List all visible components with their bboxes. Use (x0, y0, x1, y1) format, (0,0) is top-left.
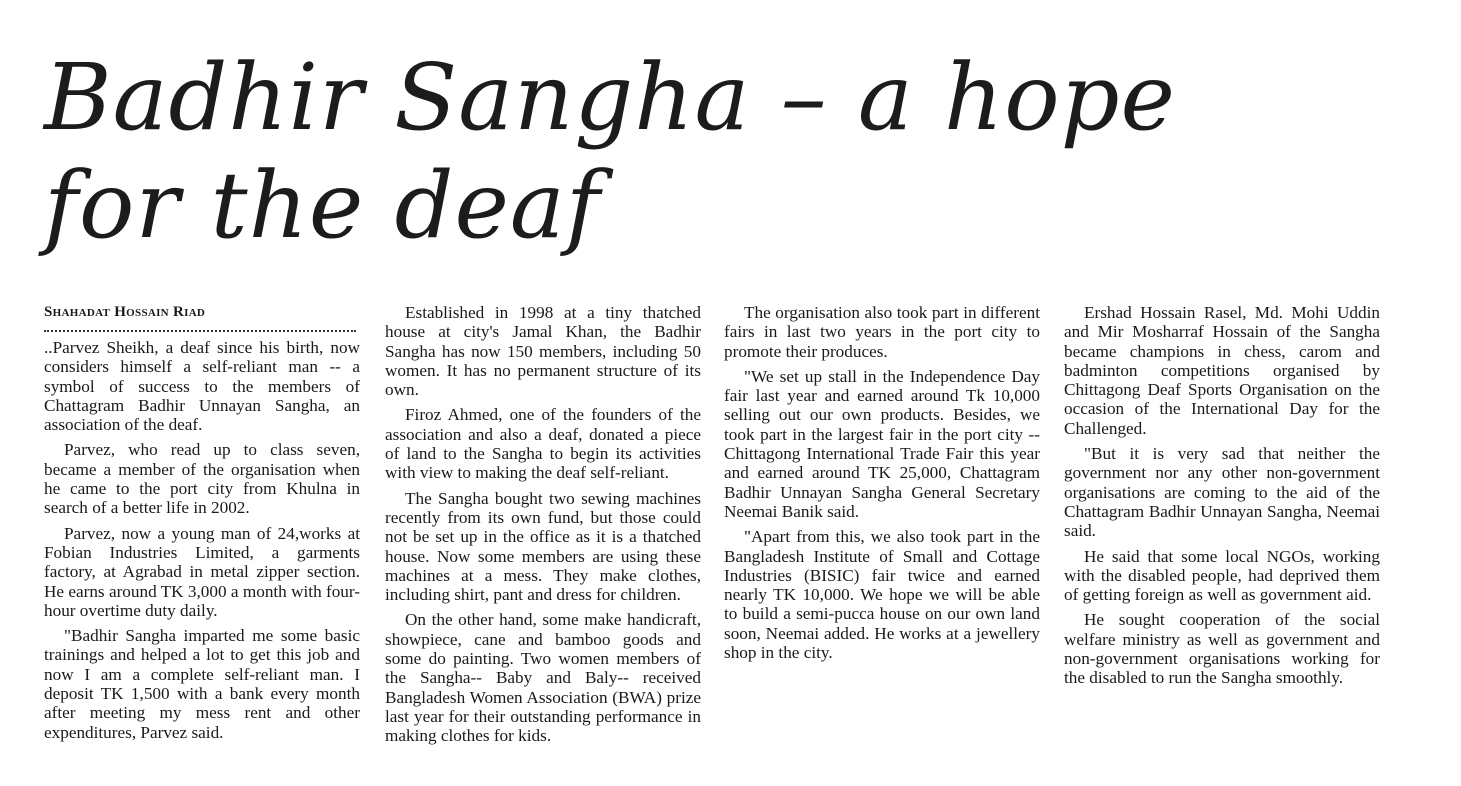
paragraph-3: Parvez, now a young man of 24,works at Fobian Industries Limited, a garments factory, at Agrabad in metal zipper section. He earns around TK 3,000 a month with four-hour overtime duty daily. (44, 523, 360, 620)
paragraph-14: He said that some local NGOs, working with the disabled people, had deprived them of getting foreign as well as government aid. (1064, 546, 1380, 605)
headline-line-2: for the deaf (44, 152, 601, 259)
paragraph-12: Ershad Hossain Rasel, Md. Mohi Uddin and Mir Mosharraf Hossain of the Sangha became champions in chess, carom and badminton competitions organised by Chittagong Deaf Sports Organisation on the occasion of the International Day for the Challenged. (1064, 303, 1380, 438)
paragraph-1: ..Parvez Sheikh, a deaf since his birth, now considers himself a self-reliant man -- a symbol of success to the members of Chattagram Badhir Unnayan Sangha, an association of the deaf. (44, 338, 360, 435)
paragraph-11: "Apart from this, we also took part in the Bangladesh Institute of Small and Cottage Industries (BISIC) fair twice and earned nearly TK 10,000. We hope we will be able to build a semi-pucca house on our own land soon, Neemai added. He works at a jewellery shop in the city. (724, 527, 1040, 663)
headline-line-1: Badhir Sangha – a hope (44, 44, 1176, 151)
column-1 (44, 303, 360, 748)
column-2 (385, 303, 701, 752)
paragraph-9: The organisation also took part in different fairs in last two years in the port city to promote their produces. (724, 303, 1040, 361)
paragraph-8: On the other hand, some make handicraft, showpiece, cane and bamboo goods and some do painting. Two women members of the Sangha-- Baby and Baly-- received Bangladesh Women Association (BWA) prize last year for their outstanding performance in making clothes for kids. (385, 610, 701, 746)
paragraph-5: Established in 1998 at a tiny thatched house at city's Jamal Khan, the Badhir Sangha has now 150 members, including 50 women. It has no permanent structure of its own. (385, 303, 701, 400)
byline-divider (44, 330, 356, 332)
headline (44, 44, 1244, 260)
paragraph-13: "But it is very sad that neither the government nor any other non-government organisations are coming to the aid of the Chattagram Badhir Unnayan Sangha, Neemai said. (1064, 444, 1380, 541)
paragraph-4: "Badhir Sangha imparted me some basic trainings and helped a lot to get this job and now I am a complete self-reliant man. I deposit TK 1,500 with a bank every month after meeting my mess rent and other expenditures, Parvez said. (44, 626, 360, 742)
paragraph-7: The Sangha bought two sewing machines recently from its own fund, but those could not be set up in the office as it is a thatched house. Now some members are using these machines at a mess. They make clothes, including shirt, pant and dress for children. (385, 488, 701, 605)
byline: Shahadat Hossain Riad (44, 304, 206, 320)
column-4 (1064, 303, 1380, 694)
paragraph-6: Firoz Ahmed, one of the founders of the association and also a deaf, donated a piece of land to the Sangha to begin its activities with view to making the deaf self-reliant. (385, 405, 701, 483)
paragraph-2: Parvez, who read up to class seven, became a member of the organisation when he came to the port city from Khulna in search of a better life in 2002. (44, 440, 360, 518)
paragraph-15: He sought cooperation of the social welfare ministry as well as government and non-government organisations working for the disabled to run the Sangha smoothly. (1064, 610, 1380, 688)
paragraph-10: "We set up stall in the Independence Day fair last year and earned around Tk 10,000 selling out our own products. Besides, we took part in the largest fair in the port city -- Chittagong International Trade Fair this year and earned around TK 25,000, Chattagram Badhir Unnayan Sangha General Secretary Neemai Banik said. (724, 366, 1040, 521)
column-3 (724, 303, 1040, 668)
